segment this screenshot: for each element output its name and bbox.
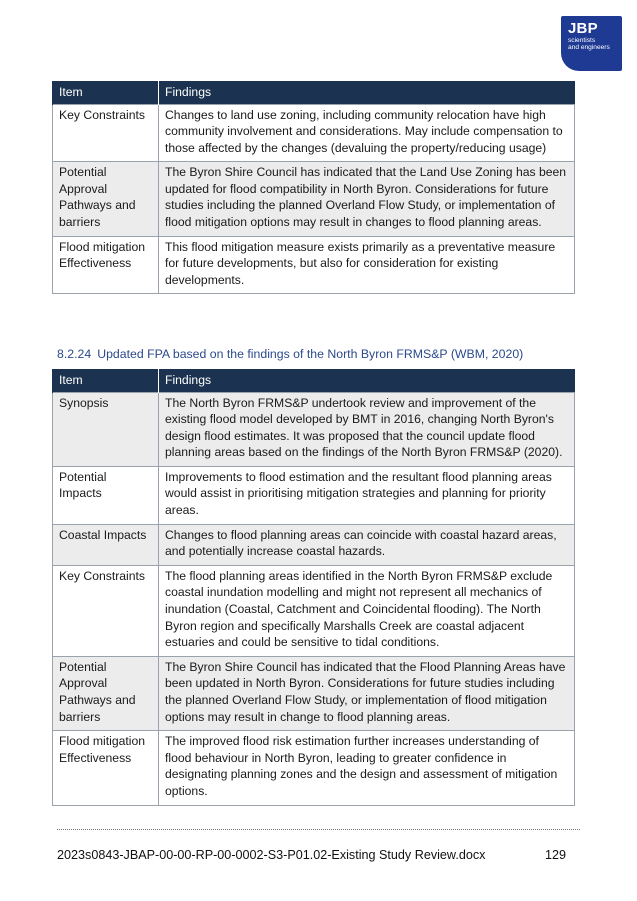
row-item: Key Constraints [53,104,159,162]
table-row [53,236,575,294]
table-row [53,466,575,524]
header-findings: Findings [159,81,575,104]
logo-tagline-2: and engineers [568,43,610,51]
row-item: Potential Impacts [53,466,159,524]
footer-divider [57,829,580,830]
table-row [53,104,575,162]
company-logo [561,16,622,71]
table-row [53,162,575,236]
row-findings: The North Byron FRMS&P undertook review and improvement of the existing flood model developed by BMT in 2016, changing North Byron's design flood estimates. It was proposed that the council update flood planning areas based on the findings of the North Byron FRMS&P (2020). [159,392,575,466]
row-findings: Changes to land use zoning, including community relocation have high community involvement and considerations. May include compensation to those affected by the changes (devaluing the property/reducing usage) [159,104,575,162]
logo-mark: JBP [568,20,598,37]
table-row [53,565,575,656]
document-reference: 2023s0843-JBAP-00-00-RP-00-0002-S3-P01.02-Existing Study Review.docx [57,848,486,862]
table-row [53,392,575,466]
header-item: Item [53,369,159,392]
table-header-row [53,369,575,392]
row-findings: The Byron Shire Council has indicated that the Flood Planning Areas have been updated in North Byron. Considerations for future studies including the planned Overland Flow Study, or implementation of flood mitigation options may result in change to flood planning areas. [159,656,575,730]
row-item: Potential Approval Pathways and barriers [53,656,159,730]
row-findings: The Byron Shire Council has indicated that the Land Use Zoning has been updated for flood compatibility in North Byron. Considerations for future studies including the planned Overland Flow Study, or implementation of flood mitigation options may result in changes to flood planning areas. [159,162,575,236]
page-number: 129 [545,848,567,862]
row-item: Potential Approval Pathways and barriers [53,162,159,236]
table-header-row [53,81,575,104]
section-heading [57,347,523,361]
table-row [53,656,575,730]
logo-tagline-1: scientists [568,37,596,44]
row-findings: Changes to flood planning areas can coincide with coastal hazard areas, and potentially increase coastal hazards. [159,524,575,565]
header-findings: Findings [159,369,575,392]
row-item: Synopsis [53,392,159,466]
row-item: Coastal Impacts [53,524,159,565]
findings-table-1 [52,81,575,294]
row-findings: Improvements to flood estimation and the resultant flood planning areas would assist in prioritising mitigation strategies and planning for priority areas. [159,466,575,524]
row-item: Flood mitigation Effectiveness [53,731,159,805]
row-item: Key Constraints [53,565,159,656]
row-findings: The improved flood risk estimation further increases understanding of flood behaviour in North Byron, leading to greater confidence in designating planning zones and the design and assessment of mitigation options. [159,731,575,805]
row-findings: The flood planning areas identified in the North Byron FRMS&P exclude coastal inundation modelling and might not represent all mechanics of inundation (Coastal, Catchment and Coincidental flooding). The North Byron region and specifically Marshalls Creek are coastal adjacent estuaries and could be sensitive to tidal conditions. [159,565,575,656]
section-title: Updated FPA based on the findings of the North Byron FRMS&P (WBM, 2020) [97,347,524,361]
section-number: 8.2.24 [57,347,92,361]
row-item: Flood mitigation Effectiveness [53,236,159,294]
findings-table-2 [52,369,575,806]
table-row [53,524,575,565]
table-row [53,731,575,805]
row-findings: This flood mitigation measure exists primarily as a preventative measure for future developments, but also for consideration for existing developments. [159,236,575,294]
header-item: Item [53,81,159,104]
